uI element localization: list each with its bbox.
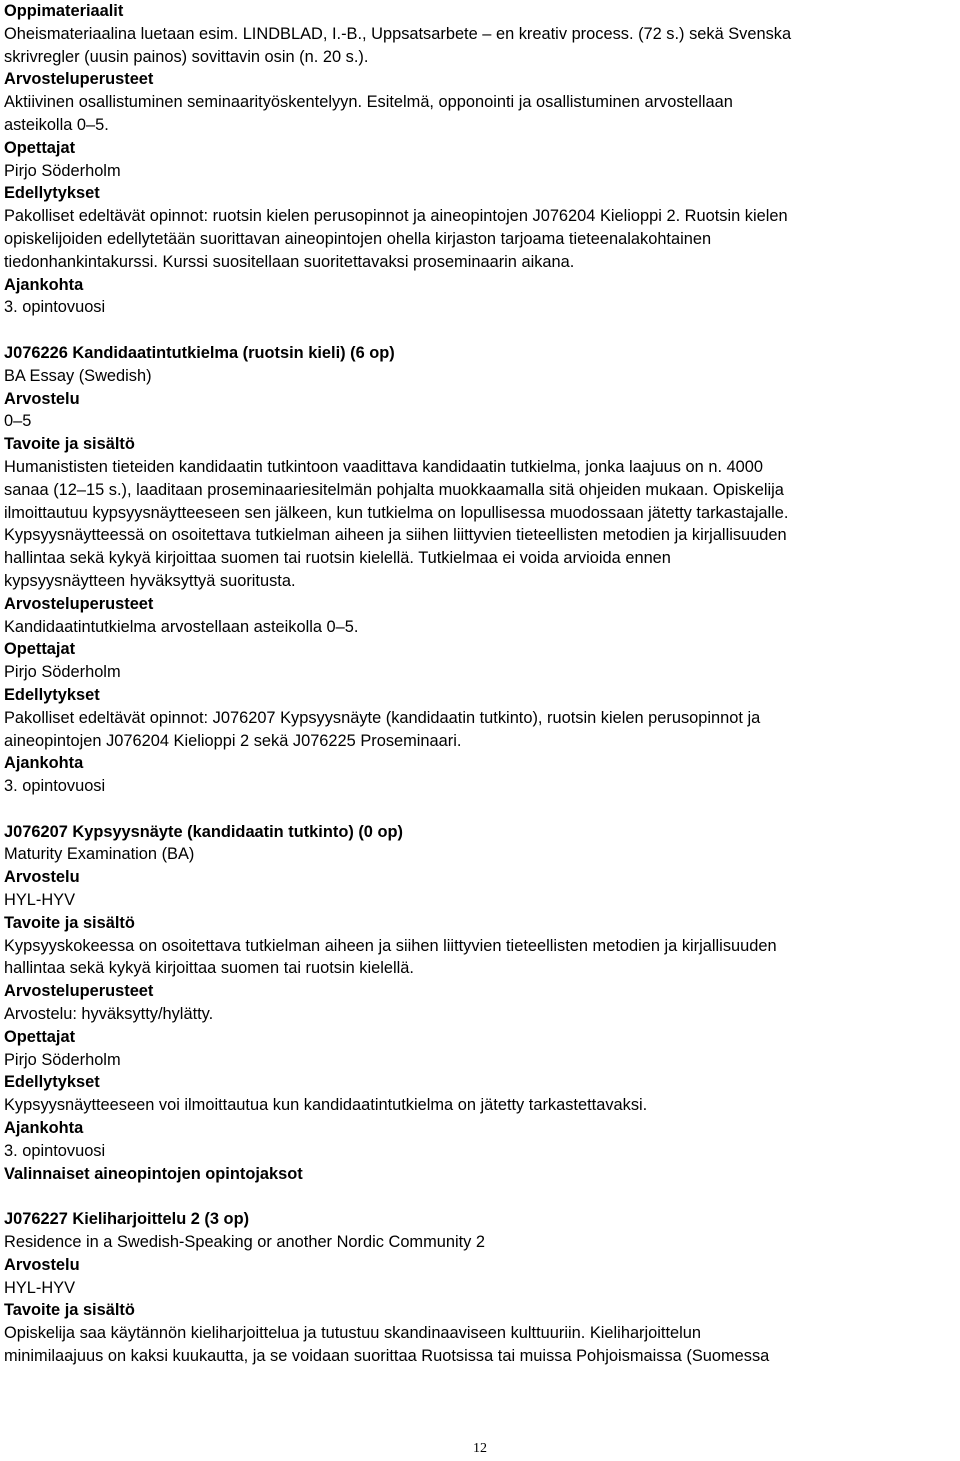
- spacer: [4, 798, 950, 821]
- course-continuation: [4, 0, 950, 319]
- heading-goal: Tavoite ja sisältö: [4, 435, 135, 454]
- heading-materials: Oppimateriaalit: [4, 2, 124, 20]
- goal-line: Opiskelija saa käytännön kieliharjoittelua ja tutustuu skandinaaviseen kulttuuriin. Kieliharjoittelun: [4, 1324, 702, 1343]
- spacer: [4, 319, 950, 342]
- heading-teachers: Opettajat: [4, 138, 76, 157]
- heading-grading: Arvostelu: [4, 389, 80, 408]
- spacer: [4, 1185, 950, 1208]
- prerequisites-line: tiedonhankintakurssi. Kurssi suositellaan suoritettavaksi proseminaarin aikana.: [4, 252, 575, 271]
- grading-text: HYL-HYV: [4, 1278, 76, 1297]
- course-english-name: BA Essay (Swedish): [4, 366, 152, 385]
- goal-line: kypsyysnäytteen hyväksyttyä suoritusta.: [4, 571, 296, 590]
- heading-goal: Tavoite ja sisältö: [4, 1301, 135, 1320]
- course-title: J076207 Kypsyysnäyte (kandidaatin tutkinto) (0 op): [4, 822, 403, 841]
- section-heading-optional-courses: Valinnaiset aineopintojen opintojaksot: [4, 1164, 303, 1183]
- prerequisites-line: aineopintojen J076204 Kielioppi 2 sekä J076225 Proseminaari.: [4, 731, 462, 750]
- prerequisites-line: Pakolliset edeltävät opinnot: ruotsin kielen perusopinnot ja aineopintojen J076204 Kielioppi 2. Ruotsin kielen: [4, 207, 788, 226]
- course-title: J076226 Kandidaatintutkielma (ruotsin kieli) (6 op): [4, 343, 395, 362]
- criteria-line: Aktiivinen osallistuminen seminaarityöskentelyyn. Esitelmä, opponointi ja osallistuminen arvostellaan: [4, 93, 733, 112]
- course-J076226: [4, 342, 950, 798]
- page-number: 12: [473, 1441, 487, 1456]
- grading-text: 0–5: [4, 412, 32, 431]
- heading-grading: Arvostelu: [4, 1255, 80, 1274]
- goal-line: hallintaa sekä kykyä kirjoittaa suomen tai ruotsin kielellä.: [4, 959, 414, 978]
- heading-criteria: Arvosteluperusteet: [4, 982, 154, 1001]
- goal-line: hallintaa sekä kykyä kirjoittaa suomen tai ruotsin kielellä. Tutkielmaa ei voida arvioida ennen: [4, 549, 671, 568]
- heading-teachers: Opettajat: [4, 1027, 76, 1046]
- teachers-text: Pirjo Söderholm: [4, 663, 121, 682]
- prerequisites-line: opiskelijoiden edellytetään suorittavan aineopintojen ohella kirjaston tarjoama tieteenalakohtainen: [4, 229, 712, 248]
- goal-line: Humanististen tieteiden kandidaatin tutkintoon vaadittava kandidaatin tutkielma, jonka laajuus on n. 4000: [4, 457, 764, 476]
- course-title: J076227 Kieliharjoittelu 2 (3 op): [4, 1210, 250, 1229]
- teachers-text: Pirjo Söderholm: [4, 1050, 121, 1069]
- teachers-text: Pirjo Söderholm: [4, 161, 121, 180]
- heading-timing: Ajankohta: [4, 1119, 84, 1138]
- goal-line: ilmoittautuu kypsyysnäytteeseen sen jälkeen, kun tutkielma on lopullisessa muodossaan jätetty tarkastajalle.: [4, 503, 789, 522]
- course-J076207: [4, 821, 950, 1186]
- criteria-text: Arvostelu: hyväksytty/hylätty.: [4, 1005, 214, 1024]
- course-J076227: [4, 1208, 950, 1368]
- heading-grading: Arvostelu: [4, 868, 80, 887]
- heading-timing: Ajankohta: [4, 754, 84, 773]
- course-english-name: Residence in a Swedish-Speaking or another Nordic Community 2: [4, 1233, 486, 1252]
- prerequisites-text: Kypsyysnäytteeseen voi ilmoittautua kun kandidaatintutkielma on jätetty tarkastettavaksi.: [4, 1096, 648, 1115]
- materials-line: skrivregler (uusin painos) sovittavin osin (n. 20 s.).: [4, 47, 369, 66]
- heading-prerequisites: Edellytykset: [4, 685, 100, 704]
- heading-teachers: Opettajat: [4, 640, 76, 659]
- course-english-name: Maturity Examination (BA): [4, 845, 195, 864]
- heading-criteria: Arvosteluperusteet: [4, 594, 154, 613]
- goal-line: Kypsyysnäytteessä on osoitettava tutkielman aiheen ja siihen liittyvien tieteellisten metodien ja kirjallisuuden: [4, 526, 787, 545]
- grading-text: HYL-HYV: [4, 891, 76, 910]
- timing-text: 3. opintovuosi: [4, 298, 106, 317]
- goal-line: minimilaajuus on kaksi kuukautta, ja se voidaan suorittaa Ruotsissa tai muissa Pohjoismaissa (Suomessa: [4, 1347, 770, 1366]
- heading-goal: Tavoite ja sisältö: [4, 913, 135, 932]
- document-page: [4, 0, 950, 1368]
- goal-line: Kypsyyskokeessa on osoitettava tutkielman aiheen ja siihen liittyvien tieteellisten metodien ja kirjallisuuden: [4, 936, 777, 955]
- criteria-text: Kandidaatintutkielma arvostellaan asteikolla 0–5.: [4, 617, 359, 636]
- materials-line: Oheismateriaalina luetaan esim. LINDBLAD, I.-B., Uppsatsarbete – en kreativ process. (72 s.) sekä Svenska: [4, 24, 792, 43]
- timing-text: 3. opintovuosi: [4, 777, 106, 796]
- heading-criteria: Arvosteluperusteet: [4, 70, 154, 89]
- heading-prerequisites: Edellytykset: [4, 1073, 100, 1092]
- timing-text: 3. opintovuosi: [4, 1141, 106, 1160]
- heading-prerequisites: Edellytykset: [4, 184, 100, 203]
- goal-line: sanaa (12–15 s.), laaditaan proseminaariesitelmän pohjalta muokkaamalla sitä ohjeiden mukaan. Opiskelija: [4, 480, 784, 499]
- heading-timing: Ajankohta: [4, 275, 84, 294]
- criteria-line: asteikolla 0–5.: [4, 115, 109, 134]
- prerequisites-line: Pakolliset edeltävät opinnot: J076207 Kypsyysnäyte (kandidaatin tutkinto), ruotsin kielen perusopinnot ja: [4, 708, 761, 727]
